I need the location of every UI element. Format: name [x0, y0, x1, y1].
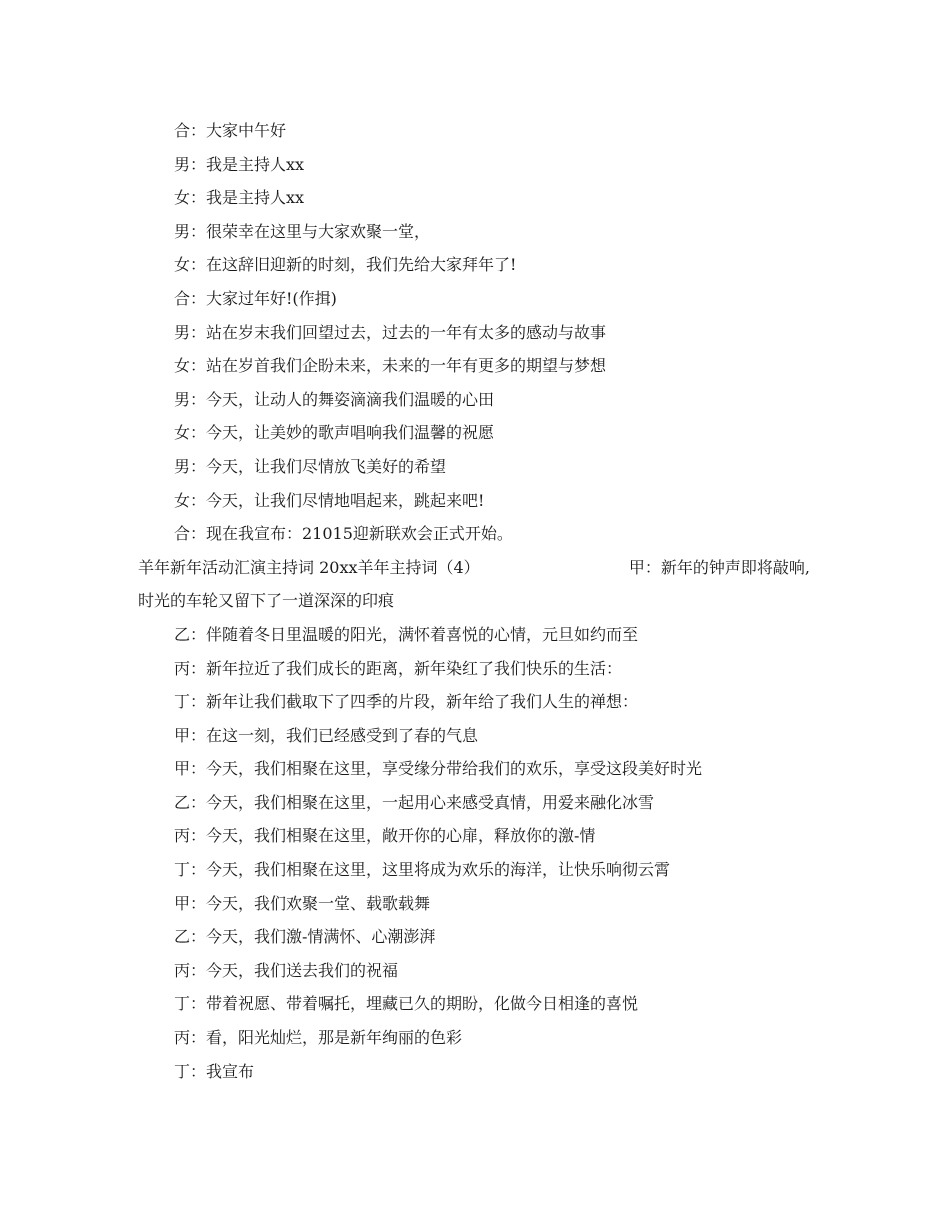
script-line: 甲：在这一刻，我们已经感受到了春的气息 [174, 725, 479, 745]
script-line: 丙：新年拉近了我们成长的距离，新年染红了我们快乐的生活： [174, 658, 623, 678]
script-line: 女：我是主持人xx [174, 188, 305, 208]
script-line: 男：很荣幸在这里与大家欢聚一堂， [174, 221, 431, 241]
script-line: 合：大家过年好!(作揖) [174, 288, 337, 308]
section-heading-line [138, 551, 810, 585]
script-line: 甲：新年的钟声即将敲响, [628, 557, 810, 577]
script-body [138, 114, 818, 1088]
script-line: 合：现在我宣布：21015迎新联欢会正式开始。 [174, 524, 513, 544]
script-line: 乙：今天，我们相聚在这里，一起用心来感受真情，用爱来融化冰雪 [174, 792, 655, 812]
section-heading: 羊年新年活动汇演主持词 20xx羊年主持词（4） [138, 557, 480, 577]
script-line: 乙：今天，我们激-情满怀、心潮澎湃 [174, 927, 436, 947]
script-line: 甲：今天，我们欢聚一堂、载歌载舞 [174, 893, 431, 913]
script-line: 男：今天，让动人的舞姿滴滴我们温暖的心田 [174, 389, 495, 409]
script-line: 丁：新年让我们截取下了四季的片段，新年给了我们人生的禅想： [174, 692, 639, 712]
script-line: 丁：我宣布 [174, 1061, 255, 1081]
script-line-continuation: 时光的车轮又留下了一道深深的印痕 [138, 591, 395, 611]
script-line: 合：大家中午好 [174, 121, 287, 140]
script-line: 男：站在岁末我们回望过去，过去的一年有太多的感动与故事 [174, 322, 607, 342]
script-line: 女：在这辞旧迎新的时刻，我们先给大家拜年了! [174, 255, 517, 275]
script-line: 丙：今天，我们相聚在这里，敞开你的心扉，释放你的激-情 [174, 826, 596, 846]
script-line: 甲：今天，我们相聚在这里，享受缘分带给我们的欢乐，享受这段美好时光 [174, 759, 703, 779]
script-line: 丙：看，阳光灿烂，那是新年绚丽的色彩 [174, 1028, 463, 1048]
script-line: 丁：今天，我们相聚在这里，这里将成为欢乐的海洋，让快乐响彻云霄 [174, 860, 671, 880]
script-line: 男：我是主持人xx [174, 154, 305, 174]
script-line: 男：今天，让我们尽情放飞美好的希望 [174, 456, 447, 476]
script-line: 丁：带着祝愿、带着嘱托，埋藏已久的期盼，化做今日相逢的喜悦 [174, 994, 639, 1014]
script-line: 女：站在岁首我们企盼未来，未来的一年有更多的期望与梦想 [174, 356, 607, 376]
script-line: 女：今天，让美妙的歌声唱响我们温馨的祝愿 [174, 423, 495, 443]
script-line: 女：今天，让我们尽情地唱起来，跳起来吧! [174, 490, 485, 510]
script-line: 乙：伴随着冬日里温暖的阳光，满怀着喜悦的心情，元旦如约而至 [174, 624, 639, 644]
script-line: 丙：今天，我们送去我们的祝福 [174, 960, 399, 980]
